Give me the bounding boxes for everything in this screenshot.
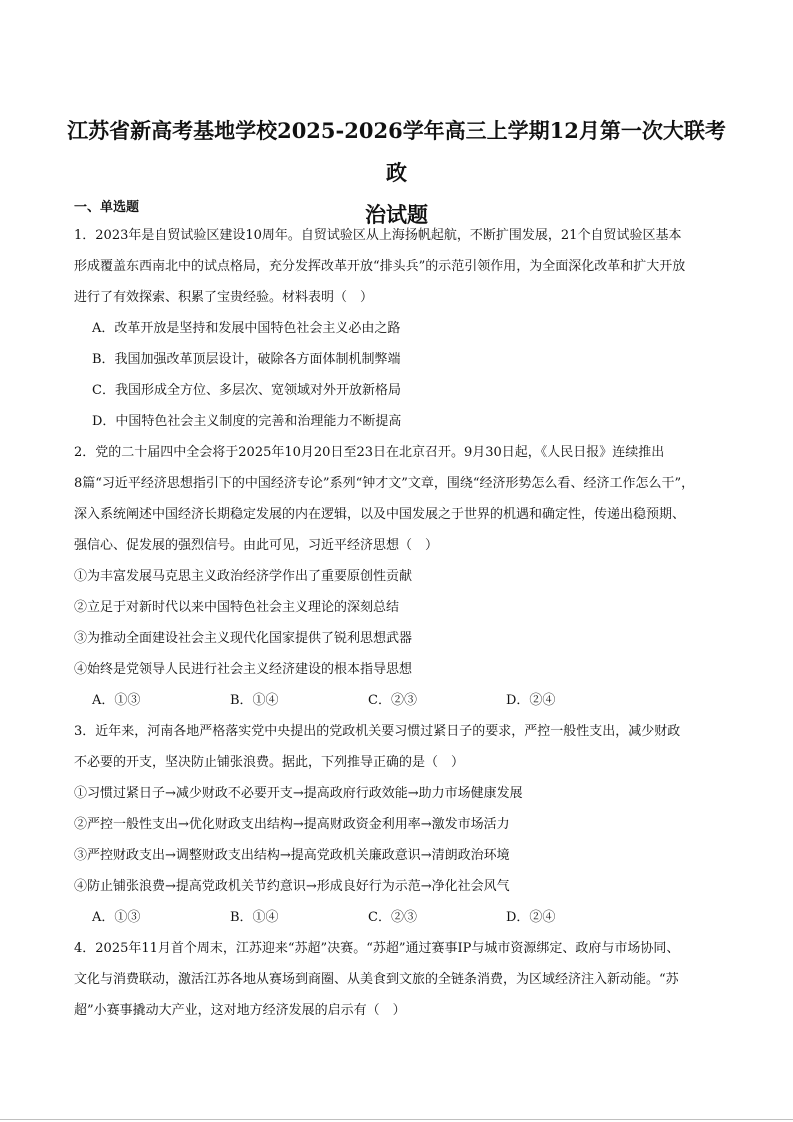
question-1-option-b: B．我国加强改革顶层设计，破除各方面体制机制弊端 <box>92 352 401 367</box>
question-2-choice-c: C．②③ <box>368 693 417 708</box>
question-4-stem-line: 文化与消费联动，激活江苏各地从赛场到商圈、从美食到文旅的全链条消费，为区域经济注入新动能。“苏 <box>74 972 679 987</box>
question-1-option-d: D．中国特色社会主义制度的完善和治理能力不断提高 <box>92 414 402 429</box>
question-1-stem-line: 1．2023年是自贸试验区建设10周年。自贸试验区从上海扬帆起航，不断扩围发展，21个自贸试验区基本 <box>74 228 682 243</box>
question-2-stem-line: 深入系统阐述中国经济长期稳定发展的内在逻辑，以及中国发展之于世界的机遇和确定性，传递出稳预期、 <box>74 507 686 522</box>
question-2-item: ③为推动全面建设社会主义现代化国家提供了锐利思想武器 <box>74 631 413 646</box>
question-2-choice-b: B．①④ <box>230 693 279 708</box>
question-3-choice-a: A．①③ <box>92 910 141 925</box>
question-3-choice-c: C．②③ <box>368 910 417 925</box>
page-bottom-divider <box>0 1119 793 1120</box>
question-2-item: ④始终是党领导人民进行社会主义经济建设的根本指导思想 <box>74 662 413 677</box>
question-content <box>74 196 719 1026</box>
question-3-choice-b: B．①④ <box>230 910 279 925</box>
question-3-choice-d: D．②④ <box>506 910 556 925</box>
question-4-stem-line: 4．2025年11月首个周末，江苏迎来“苏超”决赛。“苏超”通过赛事IP与城市资源绑定、政府与市场协同、 <box>74 941 680 956</box>
question-2-stem-line: 8篇“习近平经济思想指引下的中国经济专论”系列“钟才文”文章，围绕“经济形势怎么看、经济工作怎么干”， <box>74 476 695 491</box>
question-2 <box>74 437 719 716</box>
question-2-stem-line: 强信心、促发展的强烈信号。由此可见，习近平经济思想（ ） <box>74 538 439 553</box>
question-3-stem-line: 3．近年来，河南各地严格落实党中央提出的党政机关要习惯过紧日子的要求，严控一般性支出，减少财政 <box>74 724 681 739</box>
question-4-stem-line: 超”小赛事撬动大产业，这对地方经济发展的启示有（ ） <box>74 1003 406 1018</box>
question-2-item: ②立足于对新时代以来中国特色社会主义理论的深刻总结 <box>74 600 400 615</box>
section-heading: 一、单选题 <box>74 200 140 215</box>
question-3-item: ②严控一般性支出→优化财政支出结构→提高财政资金利用率→激发市场活力 <box>74 817 510 832</box>
question-2-stem-line: 2．党的二十届四中全会将于2025年10月20日至23日在北京召开。9月30日起，《人民日报》连续推出 <box>74 445 665 460</box>
question-3-item: ④防止铺张浪费→提高党政机关节约意识→形成良好行为示范→净化社会风气 <box>74 879 510 894</box>
question-1-stem-line: 形成覆盖东西南北中的试点格局，充分发挥改革开放“排头兵”的示范引领作用，为全面深化改革和扩大开放 <box>74 259 686 274</box>
question-1-option-a: A．改革开放是坚持和发展中国特色社会主义必由之路 <box>92 321 401 336</box>
question-2-choice-d: D．②④ <box>506 693 556 708</box>
question-2-choices <box>74 685 719 716</box>
question-4 <box>74 933 719 1026</box>
question-1-option-c: C．我国形成全方位、多层次、宽领域对外开放新格局 <box>92 383 401 398</box>
question-2-item: ①为丰富发展马克思主义政治经济学作出了重要原创性贡献 <box>74 569 413 584</box>
question-3-item: ③严控财政支出→调整财政支出结构→提高党政机关廉政意识→清朗政治环境 <box>74 848 510 863</box>
question-3 <box>74 716 719 933</box>
question-3-item: ①习惯过紧日子→减少财政不必要开支→提高政府行政效能→助力市场健康发展 <box>74 786 523 801</box>
question-3-choices <box>74 902 719 933</box>
title-line-2: 治试题 <box>365 202 428 227</box>
question-1 <box>74 220 719 437</box>
question-3-stem-line: 不必要的开支，坚决防止铺张浪费。据此，下列推导正确的是（ ） <box>74 755 465 770</box>
title-line-1: 江苏省新高考基地学校2025-2026学年高三上学期12月第一次大联考政 <box>67 118 726 185</box>
question-1-stem-line: 进行了有效探索、积累了宝贵经验。材料表明（ ） <box>74 290 374 305</box>
question-2-choice-a: A．①③ <box>92 693 141 708</box>
